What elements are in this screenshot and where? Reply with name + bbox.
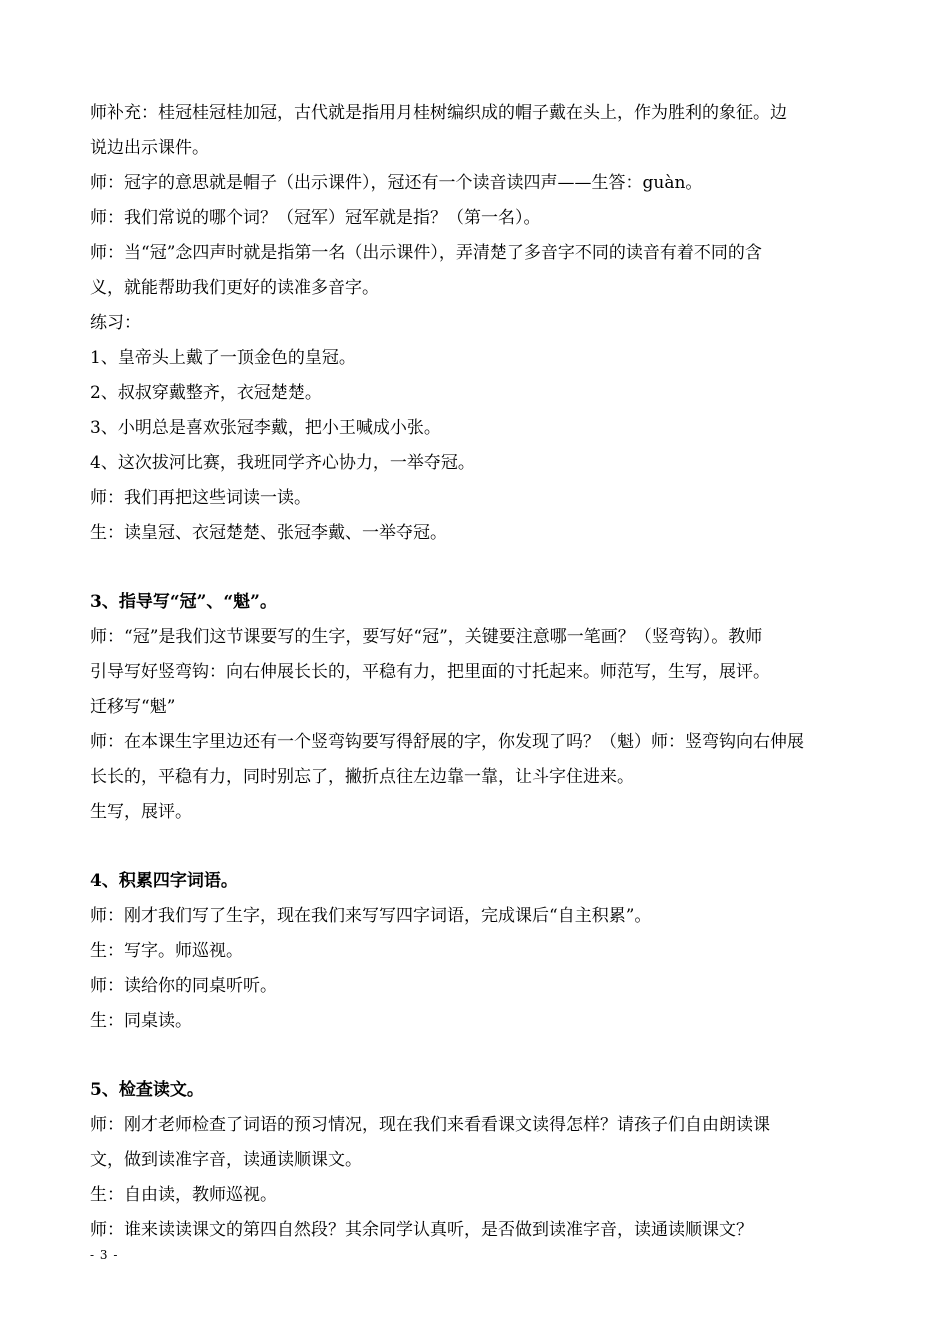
exercise-item: 2、叔叔穿戴整齐，衣冠楚楚。 (90, 383, 322, 403)
text-line: 师：谁来读读课文的第四自然段？其余同学认真听，是否做到读准字音，读通读顺课文？ (90, 1220, 753, 1240)
exercise-item: 1、皇帝头上戴了一顶金色的皇冠。 (90, 348, 356, 368)
text-line: 文，做到读准字音，读通读顺课文。 (90, 1150, 362, 1170)
section-writing-guidance (90, 585, 862, 830)
section-heading: 4、积累四字词语。 (90, 871, 238, 891)
text-line: 师：“冠”是我们这节课要写的生字，要写好“冠”，关键要注意哪一笔画？（竖弯钩）。教师 (90, 627, 763, 647)
text-line: 师：在本课生字里边还有一个竖弯钩要写得舒展的字，你发现了吗？（魁）师：竖弯钩向右伸展 (90, 732, 804, 752)
exercise-label: 练习： (90, 313, 141, 333)
section-spacer (90, 551, 862, 585)
section-polyphone (90, 96, 862, 551)
text-line: 师：读给你的同桌听听。 (90, 976, 277, 996)
exercise-item: 4、这次拔河比赛，我班同学齐心协力，一举夺冠。 (90, 453, 475, 473)
page-number: - 3 - (90, 1248, 119, 1262)
exercise-item: 3、小明总是喜欢张冠李戴，把小王喊成小张。 (90, 418, 441, 438)
text-line: 引导写好竖弯钩：向右伸展长长的，平稳有力，把里面的寸托起来。师范写，生写，展评。 (90, 662, 770, 682)
text-line: 生：自由读，教师巡视。 (90, 1185, 277, 1205)
document-body (90, 96, 862, 1248)
text-line: 师：当“冠”念四声时就是指第一名（出示课件），弄清楚了多音字不同的读音有着不同的含 (90, 243, 762, 263)
text-line: 义，就能帮助我们更好的读准多音字。 (90, 278, 379, 298)
section-spacer (90, 830, 862, 864)
section-heading: 3、指导写“冠”、“魁”。 (90, 592, 277, 612)
text-line: 生：读皇冠、衣冠楚楚、张冠李戴、一举夺冠。 (90, 523, 447, 543)
section-spacer (90, 1039, 862, 1073)
text-line: 生：写字。师巡视。 (90, 941, 243, 961)
text-line: 长长的，平稳有力，同时别忘了，撇折点往左边靠一靠，让斗字住进来。 (90, 767, 634, 787)
text-line: 师：冠字的意思就是帽子（出示课件），冠还有一个读音读四声——生答：guàn。 (90, 173, 703, 193)
section-heading: 5、检查读文。 (90, 1080, 204, 1100)
text-line: 生写，展评。 (90, 802, 192, 822)
text-line: 生：同桌读。 (90, 1011, 192, 1031)
section-reading-check (90, 1073, 862, 1248)
text-line: 迁移写“魁” (90, 697, 176, 717)
text-line: 师：刚才我们写了生字，现在我们来写写四字词语，完成课后“自主积累”。 (90, 906, 652, 926)
section-idioms (90, 864, 862, 1039)
text-line: 师补充：桂冠桂冠桂加冠，古代就是指用月桂树编织成的帽子戴在头上，作为胜利的象征。边 (90, 103, 787, 123)
text-line: 师：我们常说的哪个词？（冠军）冠军就是指？（第一名）。 (90, 208, 541, 228)
text-line: 说边出示课件。 (90, 138, 209, 158)
text-line: 师：我们再把这些词读一读。 (90, 488, 311, 508)
text-line: 师：刚才老师检查了词语的预习情况，现在我们来看看课文读得怎样？请孩子们自由朗读课 (90, 1115, 770, 1135)
